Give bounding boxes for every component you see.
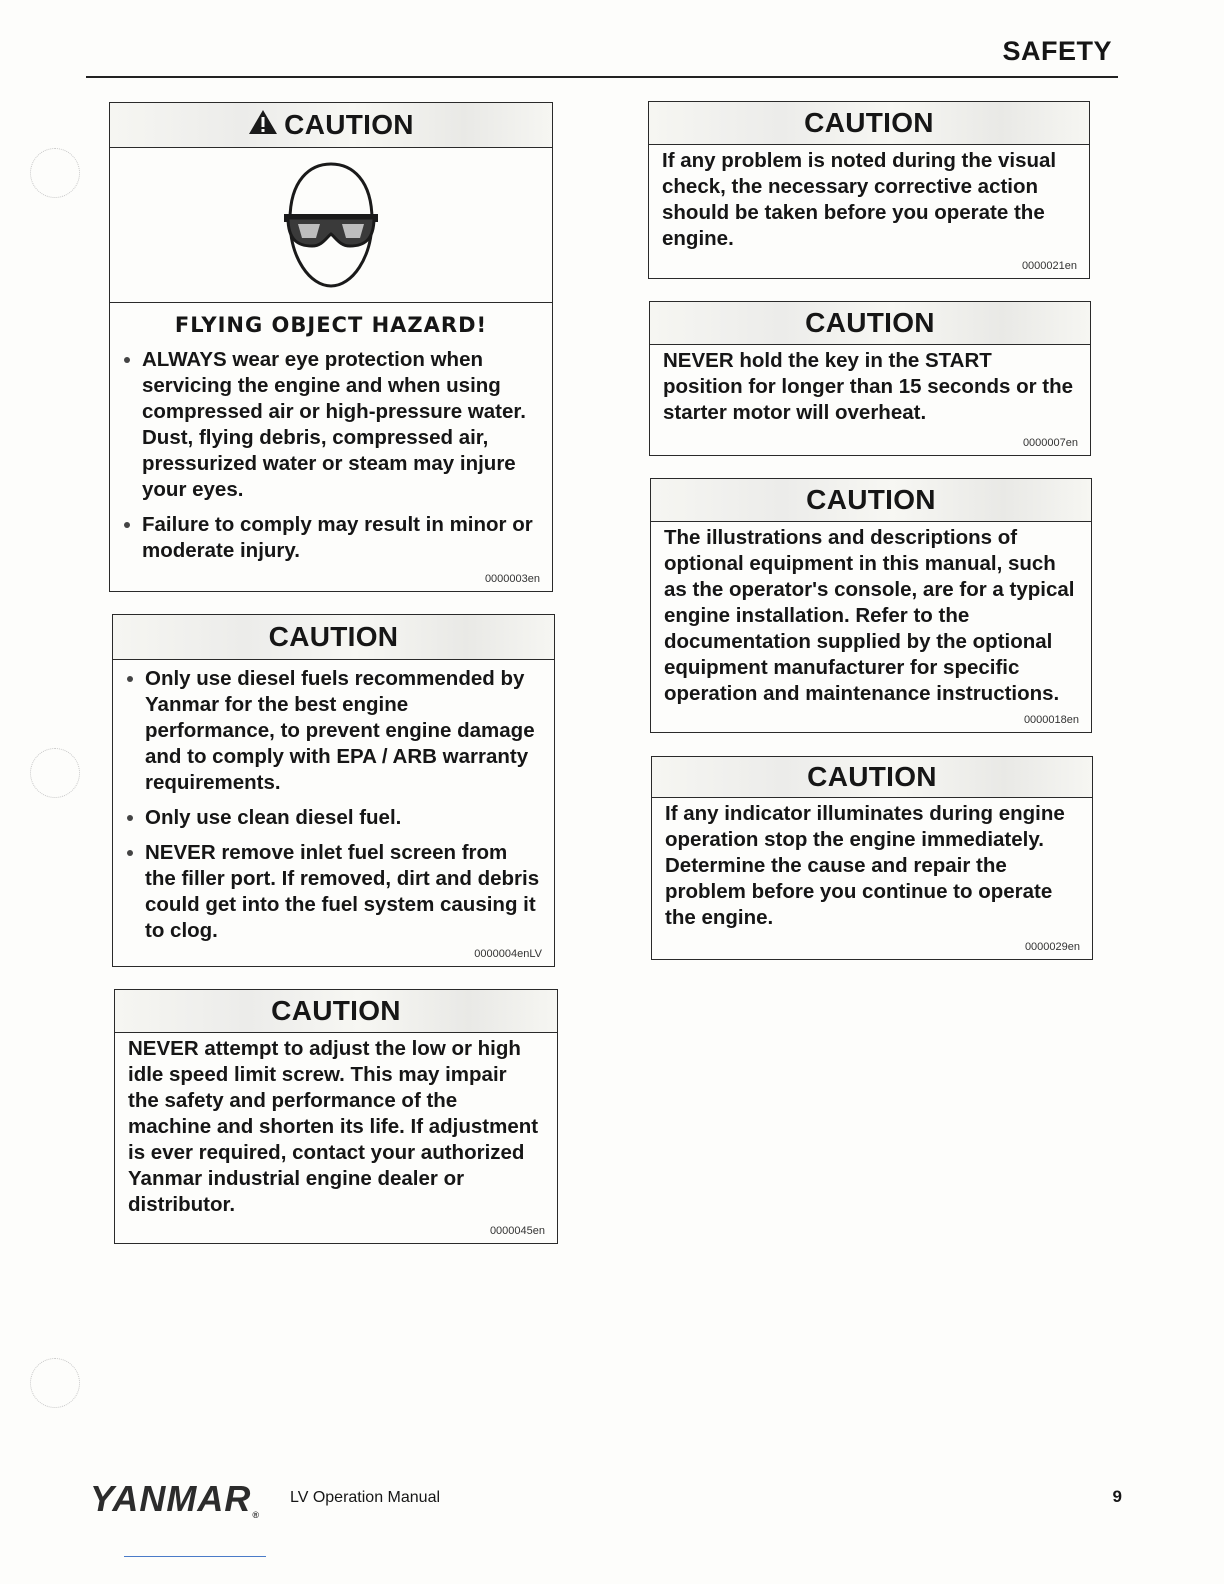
caution-box-visual-check — [648, 101, 1090, 279]
caution-header — [650, 302, 1090, 345]
document-code: 0000018en — [1023, 714, 1079, 726]
caution-title: CAUTION — [268, 621, 399, 652]
document-code: 0000021en — [1021, 260, 1077, 272]
registered-mark: ® — [252, 1510, 260, 1520]
list-item: Failure to comply may result in minor or moderate injury. — [122, 512, 538, 564]
caution-title: CAUTION — [271, 995, 401, 1026]
yanmar-logo — [90, 1478, 260, 1520]
list-item: NEVER remove inlet fuel screen from the filler port. If removed, dirt and debris could get into the fuel system causing it to clog. — [125, 840, 540, 944]
caution-box-indicator — [651, 756, 1093, 960]
caution-text: If any problem is noted during the visual check, the necessary corrective action should be taken before you operate the engine. — [662, 149, 1057, 250]
manual-title: LV Operation Manual — [290, 1489, 441, 1506]
caution-box-idle-speed — [114, 989, 558, 1244]
document-code: 0000045en — [489, 1225, 545, 1237]
caution-title: CAUTION — [804, 107, 934, 138]
caution-title: CAUTION — [806, 484, 936, 515]
caution-header — [651, 479, 1091, 522]
eye-protection-pictogram-area — [110, 148, 552, 303]
binder-hole — [30, 748, 80, 798]
caution-text: NEVER attempt to adjust the low or high idle speed limit screw. This may impair the safety and performance of the machine and shorten its life. If adjustment is ever required, contact your authorized Yanmar industrial engine dealer or distributor. — [128, 1037, 539, 1216]
logo-text: YANMAR — [90, 1478, 252, 1519]
caution-header — [110, 103, 552, 148]
document-code: 0000003en — [484, 573, 540, 585]
list-item: ALWAYS wear eye protection when servicing the engine and when using compressed air or high-pressure water. Dust, flying debris, compressed air, pressurized water or steam may injure your eyes. — [122, 347, 538, 503]
safety-goggles-icon — [276, 160, 386, 290]
caution-title: CAUTION — [284, 109, 414, 140]
caution-text: If any indicator illuminates during engine operation stop the engine immediately. Determine the cause and repair the problem before you continue to operate the engine. — [665, 802, 1065, 929]
caution-box-start-key — [649, 301, 1091, 456]
caution-header — [652, 757, 1092, 798]
page-number: 9 — [1112, 1487, 1122, 1506]
footer-blue-rule — [124, 1556, 266, 1557]
caution-title: CAUTION — [805, 307, 935, 338]
caution-header — [115, 990, 557, 1033]
caution-box-optional-equipment — [650, 478, 1092, 733]
caution-text: The illustrations and descriptions of optional equipment in this manual, such as the operator's console, are for a typical engine installation. Refer to the documentation supplied by the optional equipment manufacturer for specific operation and maintenance instructions. — [664, 526, 1075, 705]
caution-text: NEVER hold the key in the START position for longer than 15 seconds or the starter motor will overheat. — [663, 349, 1074, 424]
document-code: 0000029en — [1024, 941, 1080, 953]
binder-hole — [30, 1358, 80, 1408]
caution-header — [649, 102, 1089, 145]
list-item: Only use diesel fuels recommended by Yanmar for the best engine performance, to prevent engine damage and to comply with EPA / ARB warranty requirements. — [125, 666, 540, 796]
document-code: 0000004enLV — [474, 948, 542, 960]
header-rule — [86, 76, 1118, 78]
caution-box-eye-protection — [109, 102, 553, 592]
caution-title: CAUTION — [807, 761, 937, 792]
caution-box-diesel-fuel — [112, 614, 555, 967]
hazard-title: FLYING OBJECT HAZARD! — [174, 313, 488, 337]
document-code: 0000007en — [1022, 437, 1078, 449]
warning-triangle-icon — [248, 109, 278, 142]
caution-header — [113, 615, 554, 660]
binder-hole — [30, 148, 80, 198]
section-title: SAFETY — [1002, 36, 1112, 66]
list-item: Only use clean diesel fuel. — [125, 805, 540, 831]
